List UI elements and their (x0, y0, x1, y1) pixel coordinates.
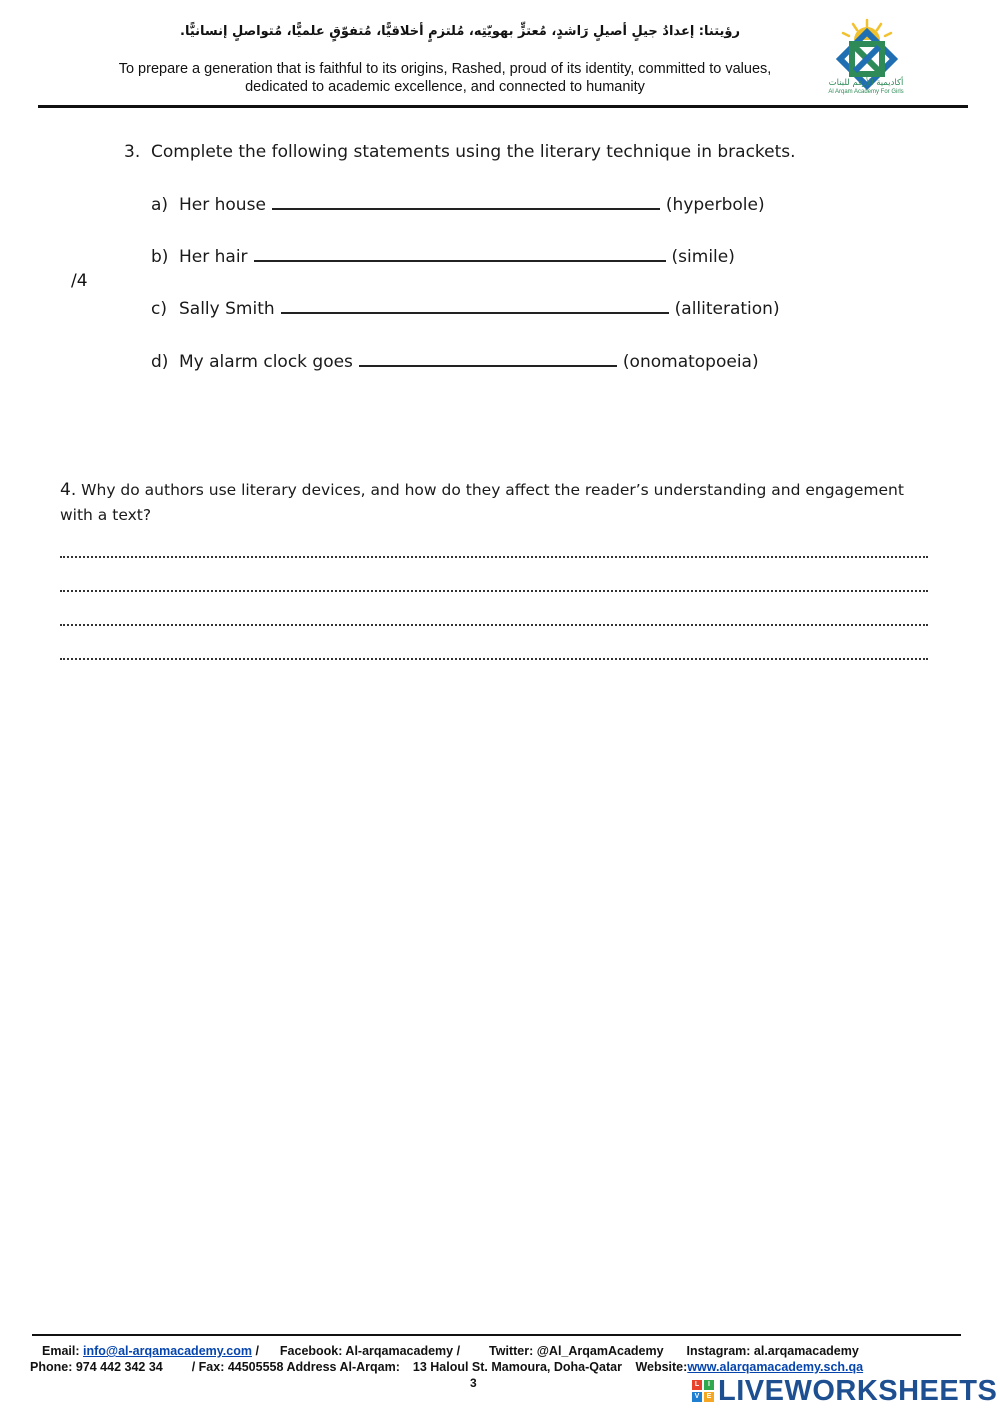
liveworksheets-wordmark: LIVEWORKSHEETS (718, 1374, 998, 1407)
question-3-item-a (151, 194, 765, 215)
question-3-item-b (151, 246, 735, 267)
item-stem: Sally Smith (179, 299, 275, 319)
question-4-number: 4. (60, 480, 77, 500)
footer-contact-line-1 (42, 1344, 982, 1358)
liveworksheets-brand[interactable] (692, 1374, 997, 1408)
answer-blank-d[interactable] (359, 351, 617, 367)
vision-statement-arabic: رؤيتنا: إعدادُ جيلٍ أصيلٍ رَاشدٍ، مُعتزٍّ بهويّتِه، مُلتزمٍ أخلاقيًّا، مُتفوّقٍ علميًّا، مُتواصلٍ إنسانيًّا. (180, 24, 740, 39)
email-separator: / (255, 1344, 259, 1358)
question-3-text: Complete the following statements using the literary technique in brackets. (151, 142, 796, 162)
item-technique: (hyperbole) (665, 195, 765, 215)
item-label: b) (151, 247, 169, 267)
footer-contact-line-2 (30, 1360, 970, 1374)
item-label: c) (151, 299, 167, 319)
brand-block-v: V (692, 1392, 702, 1402)
instagram-handle: Instagram: al.arqamacademy (686, 1344, 859, 1358)
brand-block-e: E (704, 1392, 714, 1402)
vision-english-line-2: dedicated to academic excellence, and connected to humanity (245, 79, 645, 95)
phone-number: Phone: 974 442 342 34 (30, 1360, 163, 1374)
item-stem: My alarm clock goes (179, 352, 353, 372)
item-label: a) (151, 195, 169, 215)
answer-line-1[interactable] (60, 554, 928, 558)
question-3-item-c (151, 298, 780, 319)
answer-blank-b[interactable] (254, 246, 666, 262)
item-technique: (simile) (671, 247, 735, 267)
brand-block-i: I (704, 1380, 714, 1390)
item-technique: (onomatopoeia) (622, 352, 759, 372)
answer-line-4[interactable] (60, 656, 928, 660)
answer-line-3[interactable] (60, 622, 928, 626)
twitter-handle: Twitter: @Al_ArqamAcademy (489, 1344, 664, 1358)
question-3-instruction (124, 142, 796, 162)
answer-line-2[interactable] (60, 588, 928, 592)
answer-blank-c[interactable] (281, 298, 669, 314)
website-link[interactable]: www.alarqamacademy.sch.qa (687, 1360, 864, 1374)
item-stem: Her hair (179, 247, 248, 267)
question-3-number: 3. (124, 142, 141, 162)
website-label: Website: (635, 1360, 688, 1374)
item-stem: Her house (179, 195, 266, 215)
page-number: 3 (470, 1376, 477, 1390)
logo-caption-arabic: أكاديمية الأرقم للبنات (828, 78, 904, 88)
answer-blank-a[interactable] (272, 194, 660, 210)
question-4-text: Why do authors use literary devices, and how do they affect the reader’s understanding and engagement with a text? (60, 481, 904, 524)
question-4 (60, 478, 940, 528)
logo-caption-english: Al Arqam Academy For Girls (828, 89, 904, 95)
fax-address: / Fax: 44505558 Address Al-Arqam: (191, 1360, 400, 1374)
brand-block-l: L (692, 1380, 702, 1390)
facebook-handle: Facebook: Al-arqamacademy / (279, 1344, 461, 1358)
email-link[interactable]: info@al-arqamacademy.com (83, 1344, 252, 1358)
question-3-score: /4 (71, 271, 88, 291)
footer-divider (32, 1334, 961, 1336)
item-technique: (alliteration) (674, 299, 780, 319)
vision-english-line-1: To prepare a generation that is faithful to its origins, Rashed, proud of its identity, committed to values, (118, 61, 772, 77)
vision-statement-english (90, 60, 800, 96)
item-label: d) (151, 352, 169, 372)
question-3-item-d (151, 351, 759, 372)
street-address: 13 Haloul St. Mamoura, Doha-Qatar (412, 1360, 622, 1374)
liveworksheets-logo-icon (692, 1380, 714, 1402)
email-label: Email: (42, 1344, 80, 1358)
header-divider (38, 105, 968, 108)
